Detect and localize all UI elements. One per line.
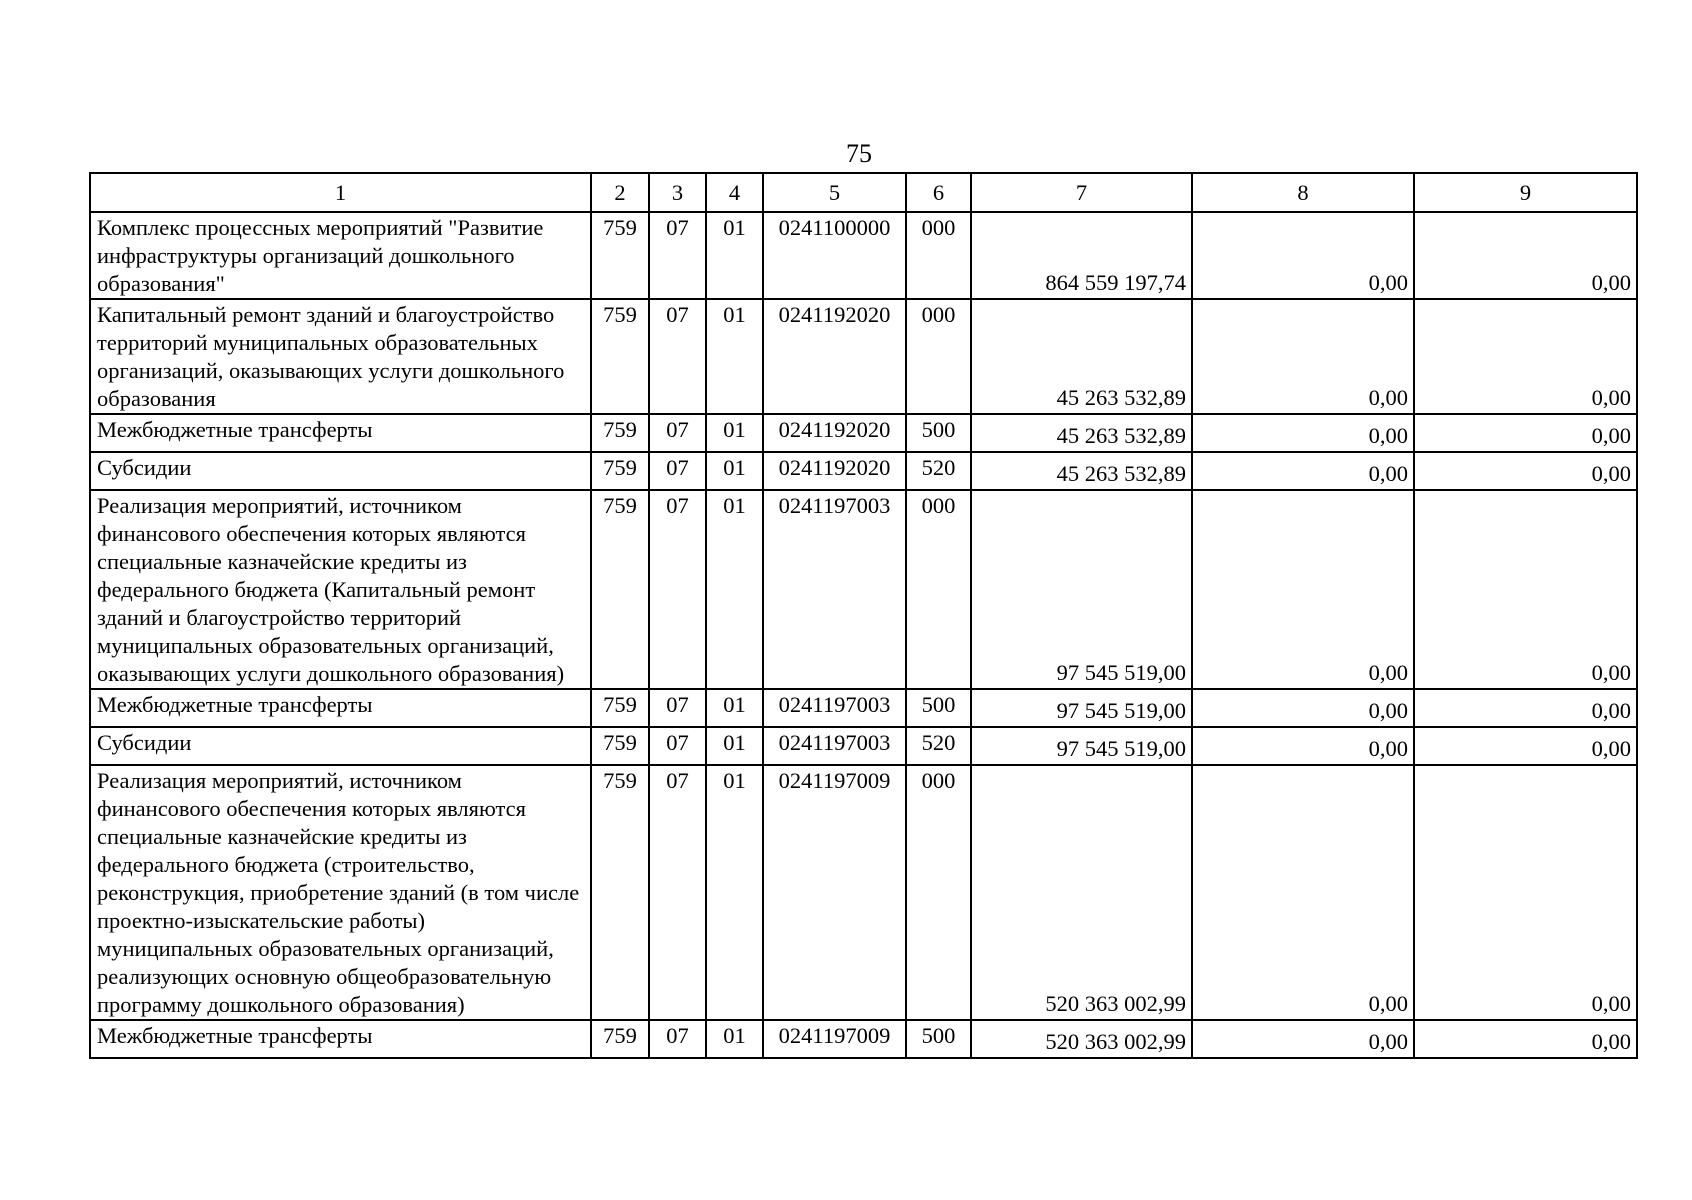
row-subsection: 01 bbox=[706, 299, 763, 414]
row-name: Субсидии bbox=[90, 452, 591, 490]
row-subsection: 01 bbox=[706, 452, 763, 490]
table-header-row bbox=[90, 173, 1637, 212]
row-expense-type: 000 bbox=[906, 299, 971, 414]
row-expense-type: 500 bbox=[906, 1020, 971, 1058]
column-header: 3 bbox=[649, 173, 706, 212]
row-sum-9: 0,00 bbox=[1414, 689, 1637, 727]
row-sum-9: 0,00 bbox=[1414, 452, 1637, 490]
row-name: Межбюджетные трансферты bbox=[90, 689, 591, 727]
row-sum-7: 45 263 532,89 bbox=[971, 299, 1192, 414]
row-subsection: 01 bbox=[706, 212, 763, 299]
table-row bbox=[90, 1020, 1637, 1058]
row-sum-9: 0,00 bbox=[1414, 299, 1637, 414]
column-header: 1 bbox=[90, 173, 591, 212]
row-sum-8: 0,00 bbox=[1192, 727, 1414, 765]
row-sum-8: 0,00 bbox=[1192, 452, 1414, 490]
row-name: Капитальный ремонт зданий и благоустройство территорий муниципальных образовательных организаций, оказывающих услуги дошкольного образования bbox=[90, 299, 591, 414]
row-grbs: 759 bbox=[591, 299, 649, 414]
row-name: Субсидии bbox=[90, 727, 591, 765]
row-target-article: 0241192020 bbox=[763, 452, 906, 490]
row-expense-type: 000 bbox=[906, 765, 971, 1020]
row-grbs: 759 bbox=[591, 727, 649, 765]
row-sum-7: 520 363 002,99 bbox=[971, 1020, 1192, 1058]
row-sum-7: 97 545 519,00 bbox=[971, 727, 1192, 765]
row-grbs: 759 bbox=[591, 490, 649, 689]
row-target-article: 0241197003 bbox=[763, 490, 906, 689]
row-expense-type: 000 bbox=[906, 212, 971, 299]
table-row bbox=[90, 452, 1637, 490]
row-sum-8: 0,00 bbox=[1192, 689, 1414, 727]
row-expense-type: 500 bbox=[906, 414, 971, 452]
table-row bbox=[90, 689, 1637, 727]
row-sum-7: 97 545 519,00 bbox=[971, 689, 1192, 727]
table-row bbox=[90, 490, 1637, 689]
row-sum-7: 45 263 532,89 bbox=[971, 414, 1192, 452]
row-sum-7: 864 559 197,74 bbox=[971, 212, 1192, 299]
row-subsection: 01 bbox=[706, 689, 763, 727]
row-sum-9: 0,00 bbox=[1414, 490, 1637, 689]
row-section: 07 bbox=[649, 765, 706, 1020]
row-sum-8: 0,00 bbox=[1192, 765, 1414, 1020]
row-target-article: 0241192020 bbox=[763, 414, 906, 452]
row-sum-9: 0,00 bbox=[1414, 727, 1637, 765]
row-sum-8: 0,00 bbox=[1192, 299, 1414, 414]
row-target-article: 0241100000 bbox=[763, 212, 906, 299]
column-header: 5 bbox=[763, 173, 906, 212]
column-header: 7 bbox=[971, 173, 1192, 212]
column-header: 9 bbox=[1414, 173, 1637, 212]
row-sum-8: 0,00 bbox=[1192, 1020, 1414, 1058]
row-sum-8: 0,00 bbox=[1192, 490, 1414, 689]
row-name: Реализация мероприятий, источником финансового обеспечения которых являются специальные казначейские кредиты из федерального бюджета (строительство, реконструкция, приобретение зданий (в том числе проектно-изыскательские работы) муниципальных образовательных организаций, реализующих основную общеобразовательную программу дошкольного образования) bbox=[90, 765, 591, 1020]
table-row bbox=[90, 299, 1637, 414]
row-name: Межбюджетные трансферты bbox=[90, 414, 591, 452]
row-expense-type: 500 bbox=[906, 689, 971, 727]
row-section: 07 bbox=[649, 1020, 706, 1058]
row-grbs: 759 bbox=[591, 452, 649, 490]
column-header: 4 bbox=[706, 173, 763, 212]
row-subsection: 01 bbox=[706, 1020, 763, 1058]
row-sum-9: 0,00 bbox=[1414, 1020, 1637, 1058]
row-sum-7: 97 545 519,00 bbox=[971, 490, 1192, 689]
page-number: 75 bbox=[846, 139, 872, 168]
row-section: 07 bbox=[649, 414, 706, 452]
row-grbs: 759 bbox=[591, 765, 649, 1020]
row-section: 07 bbox=[649, 490, 706, 689]
row-sum-7: 520 363 002,99 bbox=[971, 765, 1192, 1020]
row-subsection: 01 bbox=[706, 490, 763, 689]
row-grbs: 759 bbox=[591, 1020, 649, 1058]
row-expense-type: 520 bbox=[906, 452, 971, 490]
row-grbs: 759 bbox=[591, 414, 649, 452]
row-sum-7: 45 263 532,89 bbox=[971, 452, 1192, 490]
row-grbs: 759 bbox=[591, 212, 649, 299]
budget-table bbox=[89, 172, 1638, 1059]
column-header: 6 bbox=[906, 173, 971, 212]
row-target-article: 0241197009 bbox=[763, 1020, 906, 1058]
row-expense-type: 520 bbox=[906, 727, 971, 765]
table-row bbox=[90, 727, 1637, 765]
row-section: 07 bbox=[649, 299, 706, 414]
row-sum-9: 0,00 bbox=[1414, 765, 1637, 1020]
row-sum-9: 0,00 bbox=[1414, 414, 1637, 452]
table-row bbox=[90, 212, 1637, 299]
row-sum-8: 0,00 bbox=[1192, 414, 1414, 452]
row-name: Межбюджетные трансферты bbox=[90, 1020, 591, 1058]
row-sum-8: 0,00 bbox=[1192, 212, 1414, 299]
row-target-article: 0241197009 bbox=[763, 765, 906, 1020]
row-target-article: 0241197003 bbox=[763, 727, 906, 765]
row-target-article: 0241192020 bbox=[763, 299, 906, 414]
row-section: 07 bbox=[649, 212, 706, 299]
row-name: Комплекс процессных мероприятий "Развитие инфраструктуры организаций дошкольного образования" bbox=[90, 212, 591, 299]
row-target-article: 0241197003 bbox=[763, 689, 906, 727]
row-expense-type: 000 bbox=[906, 490, 971, 689]
table-row bbox=[90, 414, 1637, 452]
column-header: 2 bbox=[591, 173, 649, 212]
column-header: 8 bbox=[1192, 173, 1414, 212]
row-sum-9: 0,00 bbox=[1414, 212, 1637, 299]
table-row bbox=[90, 765, 1637, 1020]
row-section: 07 bbox=[649, 689, 706, 727]
row-subsection: 01 bbox=[706, 765, 763, 1020]
row-name: Реализация мероприятий, источником финансового обеспечения которых являются специальные казначейские кредиты из федерального бюджета (Капитальный ремонт зданий и благоустройство территорий муниципальных образовательных организаций, оказывающих услуги дошкольного образования) bbox=[90, 490, 591, 689]
row-grbs: 759 bbox=[591, 689, 649, 727]
row-subsection: 01 bbox=[706, 727, 763, 765]
row-section: 07 bbox=[649, 452, 706, 490]
row-section: 07 bbox=[649, 727, 706, 765]
row-subsection: 01 bbox=[706, 414, 763, 452]
